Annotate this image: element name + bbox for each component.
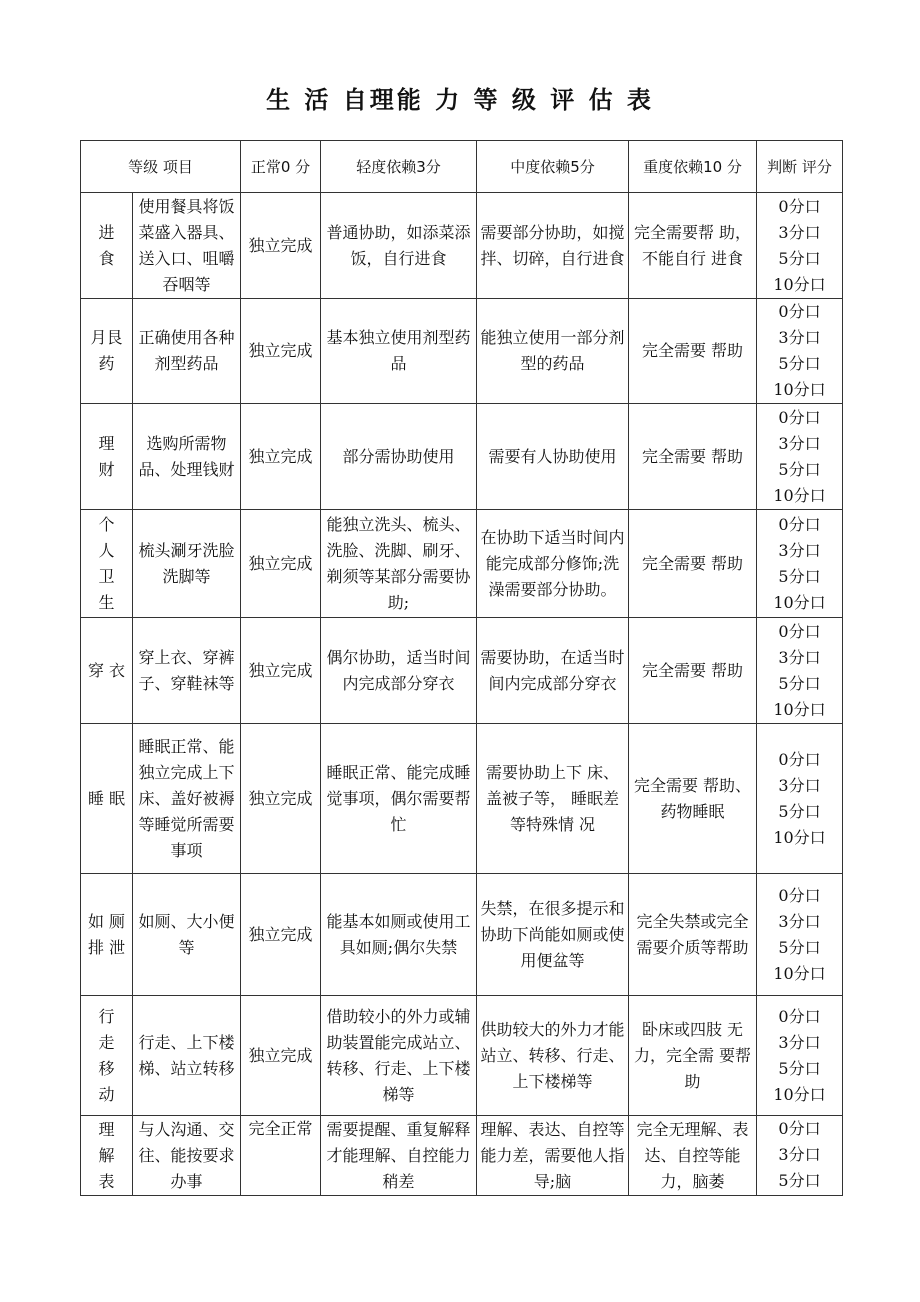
score-option: 5分口 (778, 673, 821, 693)
row-normal: 独立完成 (241, 724, 321, 874)
row-score (757, 404, 843, 510)
row-score (757, 299, 843, 404)
row-score (757, 874, 843, 996)
score-option: 5分口 (778, 937, 821, 957)
header-item: 等级 项目 (81, 141, 241, 193)
row-moderate: 能独立使用一部分剂型的药品 (477, 299, 629, 404)
row-item: 穿上衣、穿裤子、穿鞋袜等 (133, 618, 241, 724)
row-moderate: 需要协助，在适当时间内完成部分穿衣 (477, 618, 629, 724)
score-option: 5分口 (778, 1171, 821, 1190)
score-option: 5分口 (778, 459, 821, 479)
row-mild: 能独立洗头、梳头、洗脸、洗脚、刷牙、剃须等某部分需要协助; (321, 510, 477, 618)
row-category: 理 财 (81, 404, 133, 510)
row-normal: 独立完成 (241, 404, 321, 510)
table-row (81, 996, 843, 1116)
score-option: 3分口 (778, 911, 821, 931)
score-option: 5分口 (778, 801, 821, 821)
header-moderate: 中度依赖5分 (477, 141, 629, 193)
score-option: 3分口 (778, 433, 821, 453)
score-option: 3分口 (778, 328, 821, 347)
table-row (81, 193, 843, 299)
score-option: 0分口 (778, 621, 821, 641)
row-mild: 普通协助，如添菜添饭，自行进食 (321, 193, 477, 299)
row-item: 行走、上下楼梯、站立转移 (133, 996, 241, 1116)
row-normal: 独立完成 (241, 618, 321, 724)
row-severe: 完全无理解、表达、自控等能力，脑萎 (629, 1116, 757, 1196)
row-severe: 卧床或四肢 无力，完全需 要帮助 (629, 996, 757, 1116)
score-option: 10分口 (773, 592, 826, 612)
score-option: 0分口 (778, 514, 821, 534)
table-row (81, 874, 843, 996)
row-item: 睡眠正常、能独立完成上下床、盖好被褥等睡觉所需要事项 (133, 724, 241, 874)
row-mild: 基本独立使用剂型药品 (321, 299, 477, 404)
row-normal: 独立完成 (241, 874, 321, 996)
row-category: 穿 衣 (81, 618, 133, 724)
row-moderate: 失禁，在很多提示和协助下尚能如厕或使用便盆等 (477, 874, 629, 996)
score-option: 0分口 (778, 1119, 821, 1138)
score-option: 10分口 (773, 380, 826, 399)
row-moderate: 需要部分协助，如搅拌、切碎，自行进食 (477, 193, 629, 299)
score-option: 5分口 (778, 248, 821, 268)
row-category: 进 食 (81, 193, 133, 299)
table-row (81, 724, 843, 874)
table-row (81, 404, 843, 510)
score-option: 5分口 (778, 1058, 821, 1078)
row-normal: 独立完成 (241, 996, 321, 1116)
table-row (81, 618, 843, 724)
table-row (81, 299, 843, 404)
score-option: 3分口 (778, 540, 821, 560)
row-category: 理 解 表 (81, 1116, 133, 1196)
row-moderate: 理解、表达、自控等能力差，需要他人指导;脑 (477, 1116, 629, 1196)
row-mild: 能基本如厕或使用工具如厕;偶尔失禁 (321, 874, 477, 996)
row-severe: 完全失禁或完全需要介质等帮助 (629, 874, 757, 996)
row-item: 使用餐具将饭菜盛入器具、送入口、咀嚼吞咽等 (133, 193, 241, 299)
score-option: 10分口 (773, 274, 826, 294)
row-moderate: 供助较大的外力才能站立、转移、行走、上下楼梯等 (477, 996, 629, 1116)
row-normal: 完全正常 (241, 1116, 321, 1196)
row-item: 与人沟通、交往、能按要求办事 (133, 1116, 241, 1196)
row-severe: 完全需要 帮助 (629, 299, 757, 404)
row-mild: 需要提醒、重复解释才能理解、自控能力稍差 (321, 1116, 477, 1196)
row-category: 月艮 药 (81, 299, 133, 404)
row-severe: 完全需要 帮助 (629, 510, 757, 618)
row-moderate: 在协助下适当时间内能完成部分修饰;洗澡需要部分协助。 (477, 510, 629, 618)
header-row (81, 141, 843, 193)
row-score (757, 996, 843, 1116)
row-normal: 独立完成 (241, 299, 321, 404)
score-option: 5分口 (778, 566, 821, 586)
table-row (81, 1116, 843, 1196)
assessment-table (80, 140, 843, 1196)
row-normal: 独立完成 (241, 193, 321, 299)
header-mild: 轻度依赖3分 (321, 141, 477, 193)
row-mild: 睡眠正常、能完成睡觉事项，偶尔需要帮忙 (321, 724, 477, 874)
score-option: 3分口 (778, 222, 821, 242)
row-item: 正确使用各种剂型药品 (133, 299, 241, 404)
score-option: 0分口 (778, 302, 821, 321)
row-item: 如厕、大小便等 (133, 874, 241, 996)
score-option: 0分口 (778, 1006, 821, 1026)
row-category: 如 厕 排 泄 (81, 874, 133, 996)
score-option: 3分口 (778, 647, 821, 667)
row-score (757, 510, 843, 618)
row-moderate: 需要协助上下 床、盖被子等， 睡眠差等特殊情 况 (477, 724, 629, 874)
score-option: 3分口 (778, 1145, 821, 1164)
row-category: 睡 眠 (81, 724, 133, 874)
row-item: 选购所需物品、处理钱财 (133, 404, 241, 510)
score-option: 0分口 (778, 749, 821, 769)
header-severe: 重度依赖10 分 (629, 141, 757, 193)
table-row (81, 510, 843, 618)
header-normal: 正常0 分 (241, 141, 321, 193)
row-moderate: 需要有人协助使用 (477, 404, 629, 510)
row-score (757, 1116, 843, 1196)
row-item: 梳头涮牙洗脸洗脚等 (133, 510, 241, 618)
row-mild: 偶尔协助，适当时间内完成部分穿衣 (321, 618, 477, 724)
row-mild: 借助较小的外力或辅助装置能完成站立、转移、行走、上下楼梯等 (321, 996, 477, 1116)
row-score (757, 618, 843, 724)
row-severe: 完全需要 帮助 (629, 618, 757, 724)
header-score: 判断 评分 (757, 141, 843, 193)
page-title: 生 活 自理能 力 等 级 评 估 表 (266, 86, 654, 114)
score-option: 10分口 (773, 1084, 826, 1104)
score-option: 0分口 (778, 196, 821, 216)
row-score (757, 193, 843, 299)
row-severe: 完全需要 帮助、药物睡眠 (629, 724, 757, 874)
row-category: 行 走 移 动 (81, 996, 133, 1116)
score-option: 10分口 (773, 699, 826, 719)
score-option: 0分口 (778, 885, 821, 905)
score-option: 3分口 (778, 775, 821, 795)
score-option: 10分口 (773, 827, 826, 847)
score-option: 3分口 (778, 1032, 821, 1052)
row-category: 个 人 卫 生 (81, 510, 133, 618)
score-option: 0分口 (778, 407, 821, 427)
row-severe: 完全需要帮 助，不能自行 进食 (629, 193, 757, 299)
row-score (757, 724, 843, 874)
score-option: 5分口 (778, 354, 821, 373)
score-option: 10分口 (773, 963, 826, 983)
row-mild: 部分需协助使用 (321, 404, 477, 510)
score-option: 10分口 (773, 485, 826, 505)
row-normal: 独立完成 (241, 510, 321, 618)
row-severe: 完全需要 帮助 (629, 404, 757, 510)
